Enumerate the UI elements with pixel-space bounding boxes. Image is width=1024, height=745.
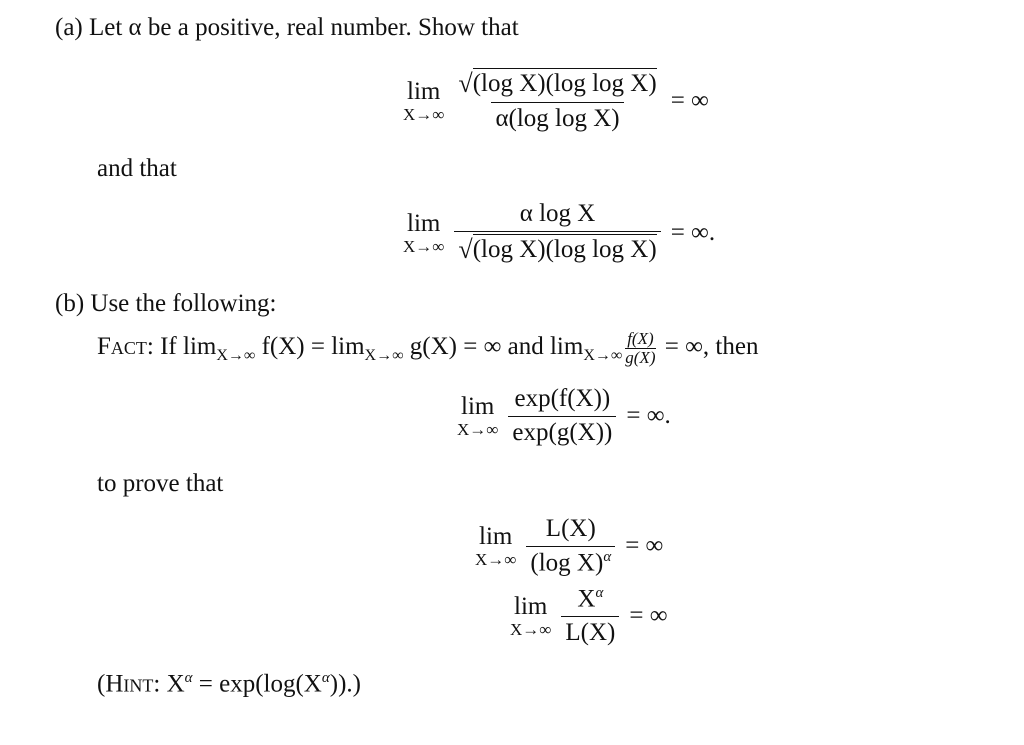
hint-label: Hint: [105,670,161,698]
equation-2 [403,200,715,265]
numerator-base: X [577,585,596,613]
denominator: α(log log X) [491,102,623,134]
hint-text-part: )).) [329,670,361,698]
hint-text-part: = exp(log(X [192,670,322,698]
fraction [454,68,660,133]
exponent: α [603,548,612,565]
fraction [561,585,619,648]
fact-text: g(X) = ∞ and lim [403,333,584,361]
lim-text: lim [514,593,548,621]
lim-subscript: X→∞ [216,347,256,365]
fact-text: If lim [153,333,217,361]
hint-text [97,670,361,698]
equation-rhs: = ∞ [670,86,709,114]
numerator: L(X) [545,515,596,542]
hint-text-part: X [160,670,185,698]
square-root: √ (log X)(log log X) [458,68,657,98]
lim-text: lim [407,77,441,105]
lim-subscript: X→∞ [364,347,404,365]
radicand: (log X)(log log X) [472,70,657,97]
fraction [508,385,616,448]
lim-subscript: X→∞ [457,420,499,440]
numerator [454,68,660,102]
part-a-intro: (a) Let α be a positive, real number. Show that [55,14,519,41]
fraction [526,515,615,578]
and-that-text: and that [97,155,177,182]
fraction [454,200,660,265]
equation-5 [510,585,668,648]
fact-label: Fact: [97,333,154,361]
limit-operator [475,524,516,568]
part-b-intro: (b) Use the following: [55,290,277,317]
numerator: exp(f(X)) [514,385,611,412]
equation-rhs: = ∞. [670,218,716,246]
lim-subscript: X→∞ [583,347,623,365]
lim-text: lim [407,209,441,237]
lim-subscript: X→∞ [510,620,552,640]
numerator [573,585,607,616]
equation-rhs: = ∞. [626,402,671,430]
equation-3 [457,385,671,448]
fact-statement [97,330,758,367]
exponent: α [321,670,330,686]
fact-text: f(X) = lim [255,333,365,361]
inline-fraction [625,330,655,367]
lim-subscript: X→∞ [403,236,445,256]
denominator: L(X) [561,616,619,648]
exponent: α [184,670,193,686]
lim-subscript: X→∞ [475,550,517,570]
limit-operator [457,394,498,438]
limit-operator [510,594,551,638]
hint-text-part: ( [97,670,106,698]
limit-operator [403,211,444,255]
denominator: exp(g(X)) [508,416,616,448]
equation-4 [475,515,663,578]
lim-text: lim [461,393,495,421]
lim-text: lim [479,523,513,551]
denominator [526,546,615,578]
square-root: √ (log X)(log log X) [458,234,657,264]
numerator: α log X [519,200,596,227]
denominator [454,231,660,266]
equation-rhs: = ∞ [629,602,668,630]
denominator-base: (log X) [530,549,604,577]
to-prove-text: to prove that [97,470,224,497]
denominator: g(X) [625,347,656,367]
equation-1 [403,68,709,133]
exponent: α [595,585,604,601]
numerator: f(X) [627,329,654,348]
equation-rhs: = ∞ [625,532,664,560]
radicand: (log X)(log log X) [472,235,657,263]
fact-text: = ∞, then [658,333,759,361]
lim-subscript: X→∞ [403,104,445,124]
limit-operator [403,79,444,123]
